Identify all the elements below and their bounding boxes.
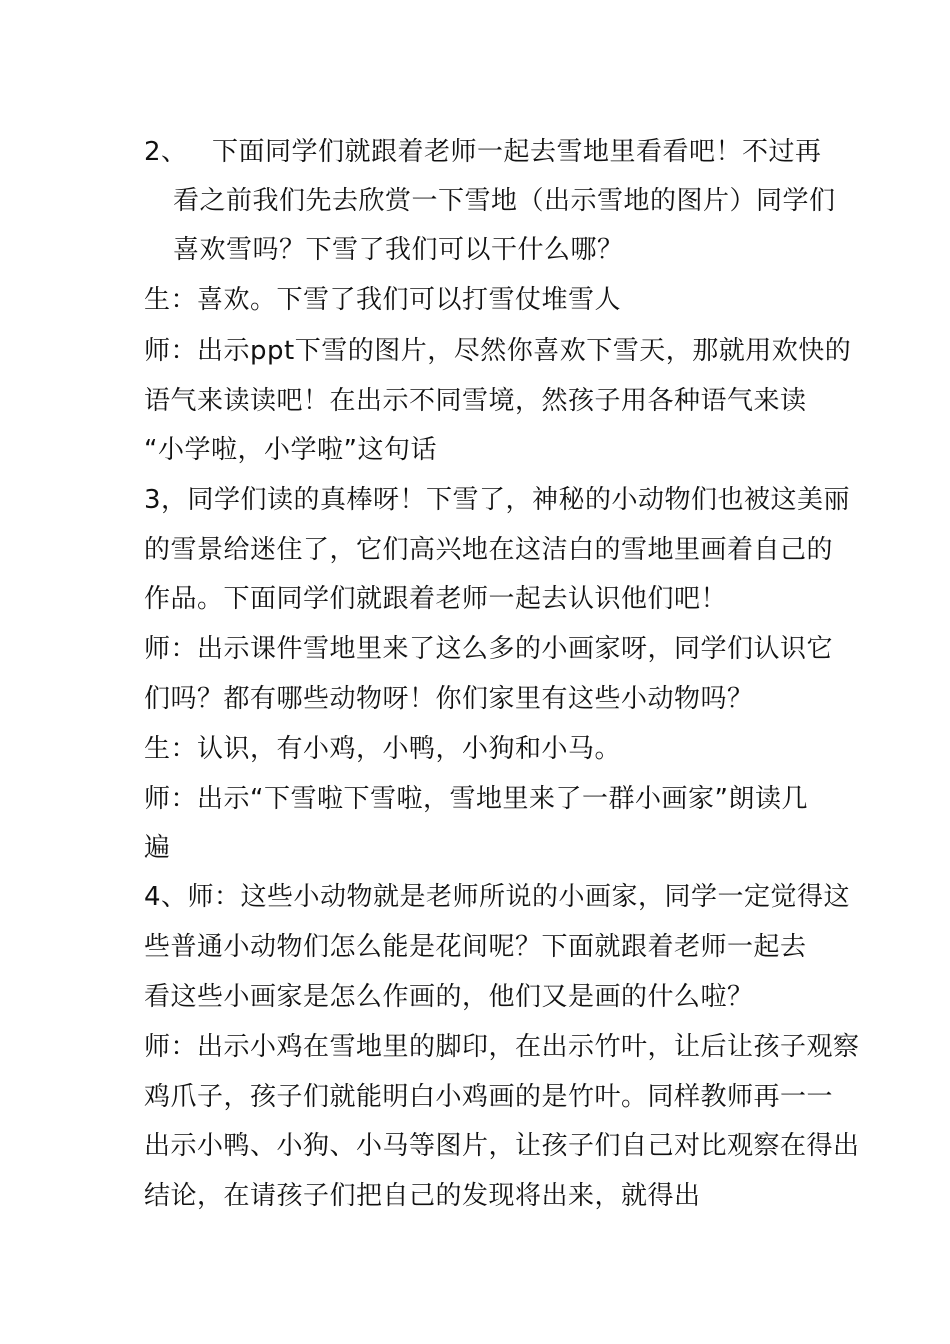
item-3-line-3: 作品。下面同学们就跟着老师一起去认识他们吧！	[144, 584, 728, 614]
teacher-line-3b: 遍	[144, 833, 171, 863]
teacher-line-4c: 出示小鸭、小狗、小马等图片，让孩子们自己对比观察在得出	[144, 1131, 860, 1161]
item-2-marker: 2、	[144, 137, 188, 167]
teacher-line-1c: “小学啦，小学啦”这句话	[144, 435, 437, 465]
item-4-line-1: 4、师：这些小动物就是老师所说的小画家，同学一定觉得这	[144, 882, 851, 912]
teacher-line-4d: 结论，在请孩子们把自己的发现将出来，就得出	[144, 1181, 701, 1211]
teacher-line-2a: 师：出示课件雪地里来了这么多的小画家呀，同学们认识它	[144, 634, 834, 664]
teacher-line-4b: 鸡爪子，孩子们就能明白小鸡画的是竹叶。同样教师再一一	[144, 1082, 834, 1112]
teacher-line-4a: 师：出示小鸡在雪地里的脚印，在出示竹叶，让后让孩子观察	[144, 1032, 860, 1062]
teacher-line-1b: 语气来读读吧！在出示不同雪境，然孩子用各种语气来读	[144, 386, 807, 416]
teacher-line-2b: 们吗？都有哪些动物呀！你们家里有这些小动物吗？	[144, 684, 754, 714]
item-4-line-2: 些普通小动物们怎么能是花间呢？下面就跟着老师一起去	[144, 932, 807, 962]
item-3-line-2: 的雪景给迷住了，它们高兴地在这洁白的雪地里画着自己的	[144, 535, 834, 565]
teacher-line-1a: 师：出示ppt下雪的图片，尽然你喜欢下雪天，那就用欢快的	[144, 336, 852, 366]
item-2-line-2: 看之前我们先去欣赏一下雪地（出示雪地的图片）同学们	[173, 186, 836, 216]
item-2-line-3: 喜欢雪吗？下雪了我们可以干什么哪？	[173, 235, 624, 265]
item-3-line-1: 3，同学们读的真棒呀！下雪了，神秘的小动物们也被这美丽	[144, 485, 851, 515]
student-reply-1: 生：喜欢。下雪了我们可以打雪仗堆雪人	[144, 285, 622, 315]
item-4-line-3: 看这些小画家是怎么作画的，他们又是画的什么啦？	[144, 982, 754, 1012]
item-2-text-1: 下面同学们就跟着老师一起去雪地里看看吧！不过再	[212, 137, 822, 167]
student-reply-2: 生：认识，有小鸡，小鸭，小狗和小马。	[144, 734, 622, 764]
item-2-line-1	[144, 136, 822, 168]
teacher-line-3a: 师：出示“下雪啦下雪啦，雪地里来了一群小画家”朗读几	[144, 784, 808, 814]
